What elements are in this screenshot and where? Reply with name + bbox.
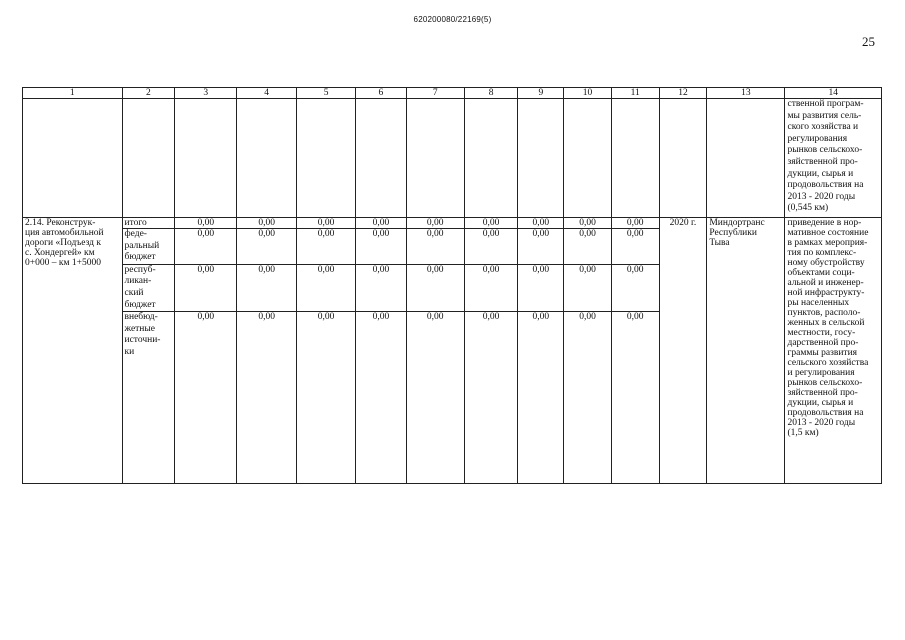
column-header: 8 — [464, 88, 518, 99]
empty-cell — [659, 99, 707, 218]
carry-over-row — [23, 99, 882, 218]
funding-source: респуб- ликан- ский бюджет — [122, 264, 175, 311]
value-cell: 0,00 — [297, 264, 356, 311]
value-cell: 0,00 — [464, 312, 518, 484]
value-cell: 0,00 — [611, 264, 659, 311]
value-cell: 0,00 — [175, 218, 237, 229]
value-cell: 0,00 — [297, 229, 356, 265]
column-header: 5 — [297, 88, 356, 99]
empty-cell — [356, 99, 407, 218]
value-cell: 0,00 — [237, 229, 297, 265]
empty-cell — [518, 99, 564, 218]
value-cell: 0,00 — [611, 218, 659, 229]
value-cell: 0,00 — [175, 312, 237, 484]
empty-cell — [564, 99, 612, 218]
value-cell: 0,00 — [237, 264, 297, 311]
column-header: 12 — [659, 88, 707, 99]
funding-source: итого — [122, 218, 175, 229]
value-cell: 0,00 — [518, 264, 564, 311]
executor-cell: Миндортранс Республики Тыва — [707, 218, 785, 484]
value-cell: 0,00 — [237, 218, 297, 229]
value-cell: 0,00 — [297, 312, 356, 484]
empty-cell — [406, 99, 464, 218]
value-cell: 0,00 — [356, 218, 407, 229]
value-cell: 0,00 — [564, 218, 612, 229]
empty-cell — [237, 99, 297, 218]
value-cell: 0,00 — [356, 229, 407, 265]
value-cell: 0,00 — [175, 264, 237, 311]
column-header: 4 — [237, 88, 297, 99]
column-header: 11 — [611, 88, 659, 99]
value-cell: 0,00 — [564, 312, 612, 484]
document-code: 620200080/22169(5) — [413, 15, 492, 24]
column-header: 2 — [122, 88, 175, 99]
value-cell: 0,00 — [464, 229, 518, 265]
value-cell: 0,00 — [564, 229, 612, 265]
column-header: 1 — [23, 88, 123, 99]
column-header: 6 — [356, 88, 407, 99]
result-cell: приведение в нор- мативное состояние в рамках мероприя- тия по комплекс- ному обустройству объектами соци- альной и инженер- ной инфраструкту- ры населенных пунктов, располо- женных в сельской местности, госу- дарственной про- граммы развития сельского хозяйства и регулирования рынков сельскохо- зяйственной про- дукции, сырья и продовольствия на 2013 - 2020 годы (1,5 км) — [785, 218, 882, 484]
column-header: 13 — [707, 88, 785, 99]
value-cell: 0,00 — [611, 312, 659, 484]
item-name: 2.14. Реконструк- ция автомобильной дороги «Подъезд к с. Хондергей» км 0+000 – км 1+5000 — [23, 218, 123, 484]
value-cell: 0,00 — [406, 229, 464, 265]
program-table — [22, 87, 882, 484]
carry-over-result-text: ственной програм- мы развития сель- ского хозяйства и регулирования рынков сельскохо- зяйственной про- дукции, сырья и продовольствия на 2013 - 2020 годы (0,545 км) — [785, 99, 882, 218]
empty-cell — [707, 99, 785, 218]
column-number-row — [23, 88, 882, 99]
value-cell: 0,00 — [237, 312, 297, 484]
value-cell: 0,00 — [518, 218, 564, 229]
value-cell: 0,00 — [464, 264, 518, 311]
value-cell: 0,00 — [564, 264, 612, 311]
column-header: 10 — [564, 88, 612, 99]
column-header: 7 — [406, 88, 464, 99]
column-header: 9 — [518, 88, 564, 99]
value-cell: 0,00 — [518, 312, 564, 484]
empty-cell — [23, 99, 123, 218]
column-header: 14 — [785, 88, 882, 99]
funding-source: феде- ральный бюджет — [122, 229, 175, 265]
table-row — [23, 218, 882, 229]
value-cell: 0,00 — [406, 312, 464, 484]
value-cell: 0,00 — [518, 229, 564, 265]
value-cell: 0,00 — [297, 218, 356, 229]
value-cell: 0,00 — [406, 264, 464, 311]
empty-cell — [611, 99, 659, 218]
empty-cell — [175, 99, 237, 218]
funding-source: внебюд- жетные источни- ки — [122, 312, 175, 484]
value-cell: 0,00 — [406, 218, 464, 229]
year-cell: 2020 г. — [659, 218, 707, 484]
value-cell: 0,00 — [464, 218, 518, 229]
value-cell: 0,00 — [175, 229, 237, 265]
column-header: 3 — [175, 88, 237, 99]
value-cell: 0,00 — [356, 312, 407, 484]
empty-cell — [297, 99, 356, 218]
page-number: 25 — [862, 34, 875, 49]
value-cell: 0,00 — [356, 264, 407, 311]
empty-cell — [122, 99, 175, 218]
value-cell: 0,00 — [611, 229, 659, 265]
empty-cell — [464, 99, 518, 218]
